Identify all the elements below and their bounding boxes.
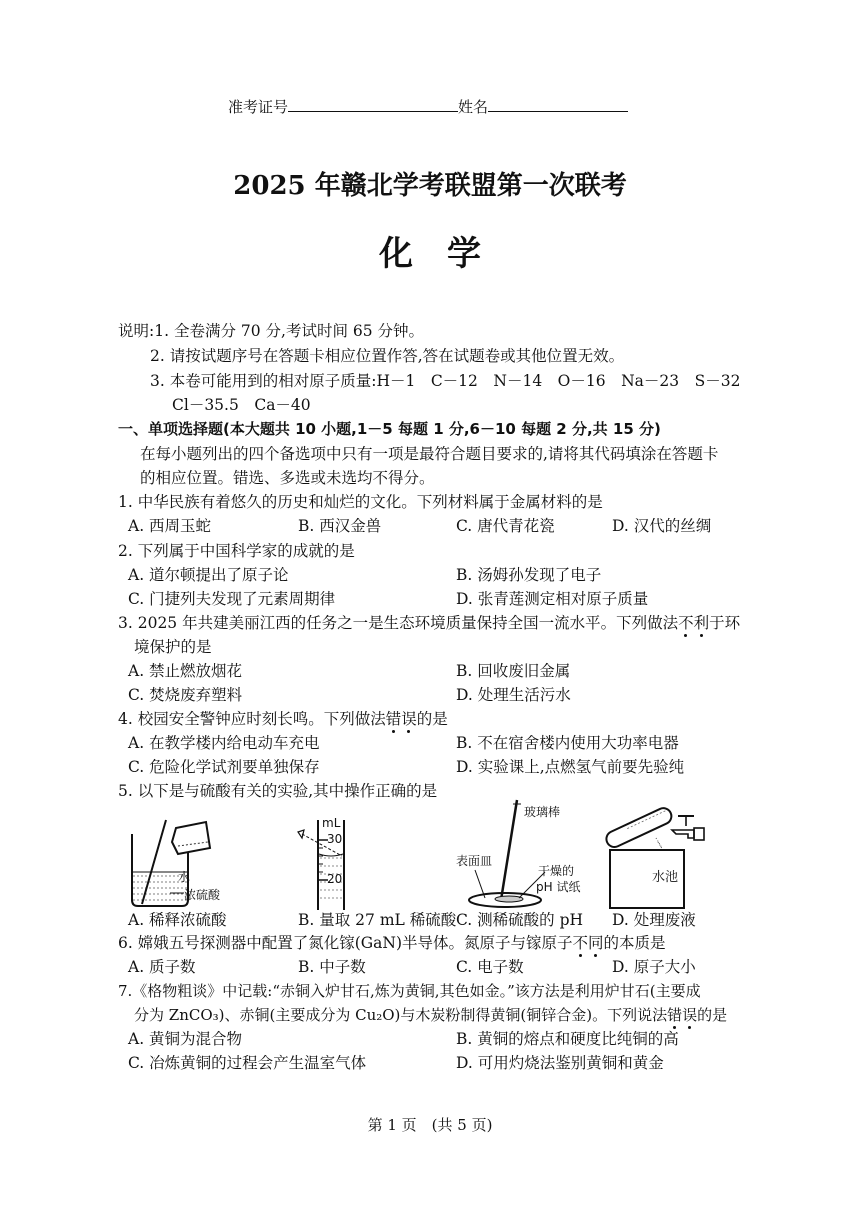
q5-option-a: A. 稀释浓硫酸 <box>128 911 227 929</box>
q4-option-c: C. 危险化学试剂要单独保存 <box>128 758 320 776</box>
q5-fig-a-leader <box>170 890 190 896</box>
q3-option-c: C. 焚烧废弃塑料 <box>128 686 243 704</box>
q5-fig-c-dish-label: 表面皿 <box>456 854 493 868</box>
q3-stem-cont: 境保护的是 <box>134 638 212 656</box>
q5-option-c: C. 测稀硫酸的 pH <box>456 911 584 929</box>
q5-fig-b-ml-label: mL <box>322 816 341 830</box>
section-instruction-1: 在每小题列出的四个备选项中只有一项是最符合题目要求的,请将其代码填涂在答题卡 <box>140 445 719 463</box>
exam-header <box>228 95 628 118</box>
q6-option-c: C. 电子数 <box>456 958 524 976</box>
notes-line-2: 2. 请按试题序号在答题卡相应位置作答,答在试题卷或其他位置无效。 <box>150 347 625 365</box>
exam-title: 2025 年赣北学考联盟第一次联考 <box>233 171 627 201</box>
q7-option-d: D. 可用灼烧法鉴别黄铜和黄金 <box>456 1054 664 1072</box>
q1-stem: 1. 中华民族有着悠久的历史和灿烂的文化。下列材料属于金属材料的是 <box>118 493 603 511</box>
q5-fig-d-sink-label: 水池 <box>652 870 679 885</box>
q5-fig-c-dry-label: 干燥的 <box>538 864 575 878</box>
q6-option-a: A. 质子数 <box>128 958 196 976</box>
q4-option-d: D. 实验课上,点燃氢气前要先验纯 <box>456 758 685 776</box>
q5-fig-b-tick-30: 30 <box>327 832 343 846</box>
q5-figure-b <box>290 820 360 910</box>
q4-option-a: A. 在教学楼内给电动车充电 <box>128 734 320 752</box>
q7-stem-line-1: 7.《格物粗谈》中记载:“赤铜入炉甘石,炼为黄铜,其色如金。”该方法是利用炉甘石(主要成 <box>118 982 701 1000</box>
name-blank <box>488 95 628 112</box>
q2-option-c: C. 门捷列夫发现了元素周期律 <box>128 590 336 608</box>
q4-option-b: B. 不在宿舍楼内使用大功率电器 <box>456 734 679 752</box>
section-instruction-2: 的相应位置。错选、多选或未选均不得分。 <box>140 469 435 487</box>
q2-option-b: B. 汤姆孙发现了电子 <box>456 566 602 584</box>
q3-option-a: A. 禁止燃放烟花 <box>128 662 243 680</box>
q2-option-a: A. 道尔顿提出了原子论 <box>128 566 289 584</box>
q2-stem: 2. 下列属于中国科学家的成就的是 <box>118 542 355 560</box>
page-footer: 第 1 页 (共 5 页) <box>367 1116 493 1134</box>
name-label: 姓名 <box>458 98 489 116</box>
q5-figure-d <box>598 808 708 908</box>
q1-option-a: A. 西周玉蛇 <box>128 517 212 535</box>
q7-stem-line-2: 分为 ZnCO₃)、赤铜(主要成分为 Cu₂O)与木炭粉制得黄铜(铜锌合金)。下列说法错误的是 <box>134 1006 728 1024</box>
q5-option-d: D. 处理废液 <box>612 911 696 929</box>
notes-line-3: 3. 本卷可能用到的相对原子质量:H－1 C－12 N－14 O－16 Na－23 S－32 <box>150 372 741 390</box>
q4-stem: 4. 校园安全警钟应时刻长鸣。下列做法错误的是 <box>118 710 448 728</box>
notes-line-1: 说明:1. 全卷满分 70 分,考试时间 65 分钟。 <box>118 322 425 340</box>
q5-fig-a-acid-label: 浓硫酸 <box>184 888 221 902</box>
q5-fig-c-paper-label: pH 试纸 <box>536 880 581 894</box>
q5-option-b: B. 量取 27 mL 稀硫酸 <box>298 911 457 929</box>
section-heading: 一、单项选择题(本大题共 10 小题,1－5 每题 1 分,6－10 每题 2 分,共 15 分) <box>118 420 661 438</box>
q3-option-d: D. 处理生活污水 <box>456 686 571 704</box>
q5-stem: 5. 以下是与硫酸有关的实验,其中操作正确的是 <box>118 782 438 800</box>
notes-line-4: Cl－35.5 Ca－40 <box>172 396 311 414</box>
q6-option-b: B. 中子数 <box>298 958 366 976</box>
subject-title: 化 学 <box>379 234 481 274</box>
exam-id-label: 准考证号 <box>228 98 289 116</box>
q1-option-c: C. 唐代青花瓷 <box>456 517 555 535</box>
q2-option-d: D. 张青莲测定相对原子质量 <box>456 590 649 608</box>
q5-fig-c-rod-label: 玻璃棒 <box>524 805 561 819</box>
q1-option-b: B. 西汉金兽 <box>298 517 382 535</box>
exam-id-blank <box>288 95 458 112</box>
q3-option-b: B. 回收废旧金属 <box>456 662 571 680</box>
q5-fig-a-water-label: 水 <box>178 870 191 884</box>
q6-option-d: D. 原子大小 <box>612 958 696 976</box>
q7-option-b: B. 黄铜的熔点和硬度比纯铜的高 <box>456 1030 679 1048</box>
q7-option-a: A. 黄铜为混合物 <box>128 1030 243 1048</box>
q5-fig-b-tick-20: 20 <box>327 872 343 886</box>
q7-option-c: C. 冶炼黄铜的过程会产生温室气体 <box>128 1054 367 1072</box>
q3-stem: 3. 2025 年共建美丽江西的任务之一是生态环境质量保持全国一流水平。下列做法不利于环 <box>118 614 741 632</box>
q6-stem: 6. 嫦娥五号探测器中配置了氮化镓(GaN)半导体。氮原子与镓原子不同的本质是 <box>118 934 666 952</box>
q1-option-d: D. 汉代的丝绸 <box>612 517 712 535</box>
